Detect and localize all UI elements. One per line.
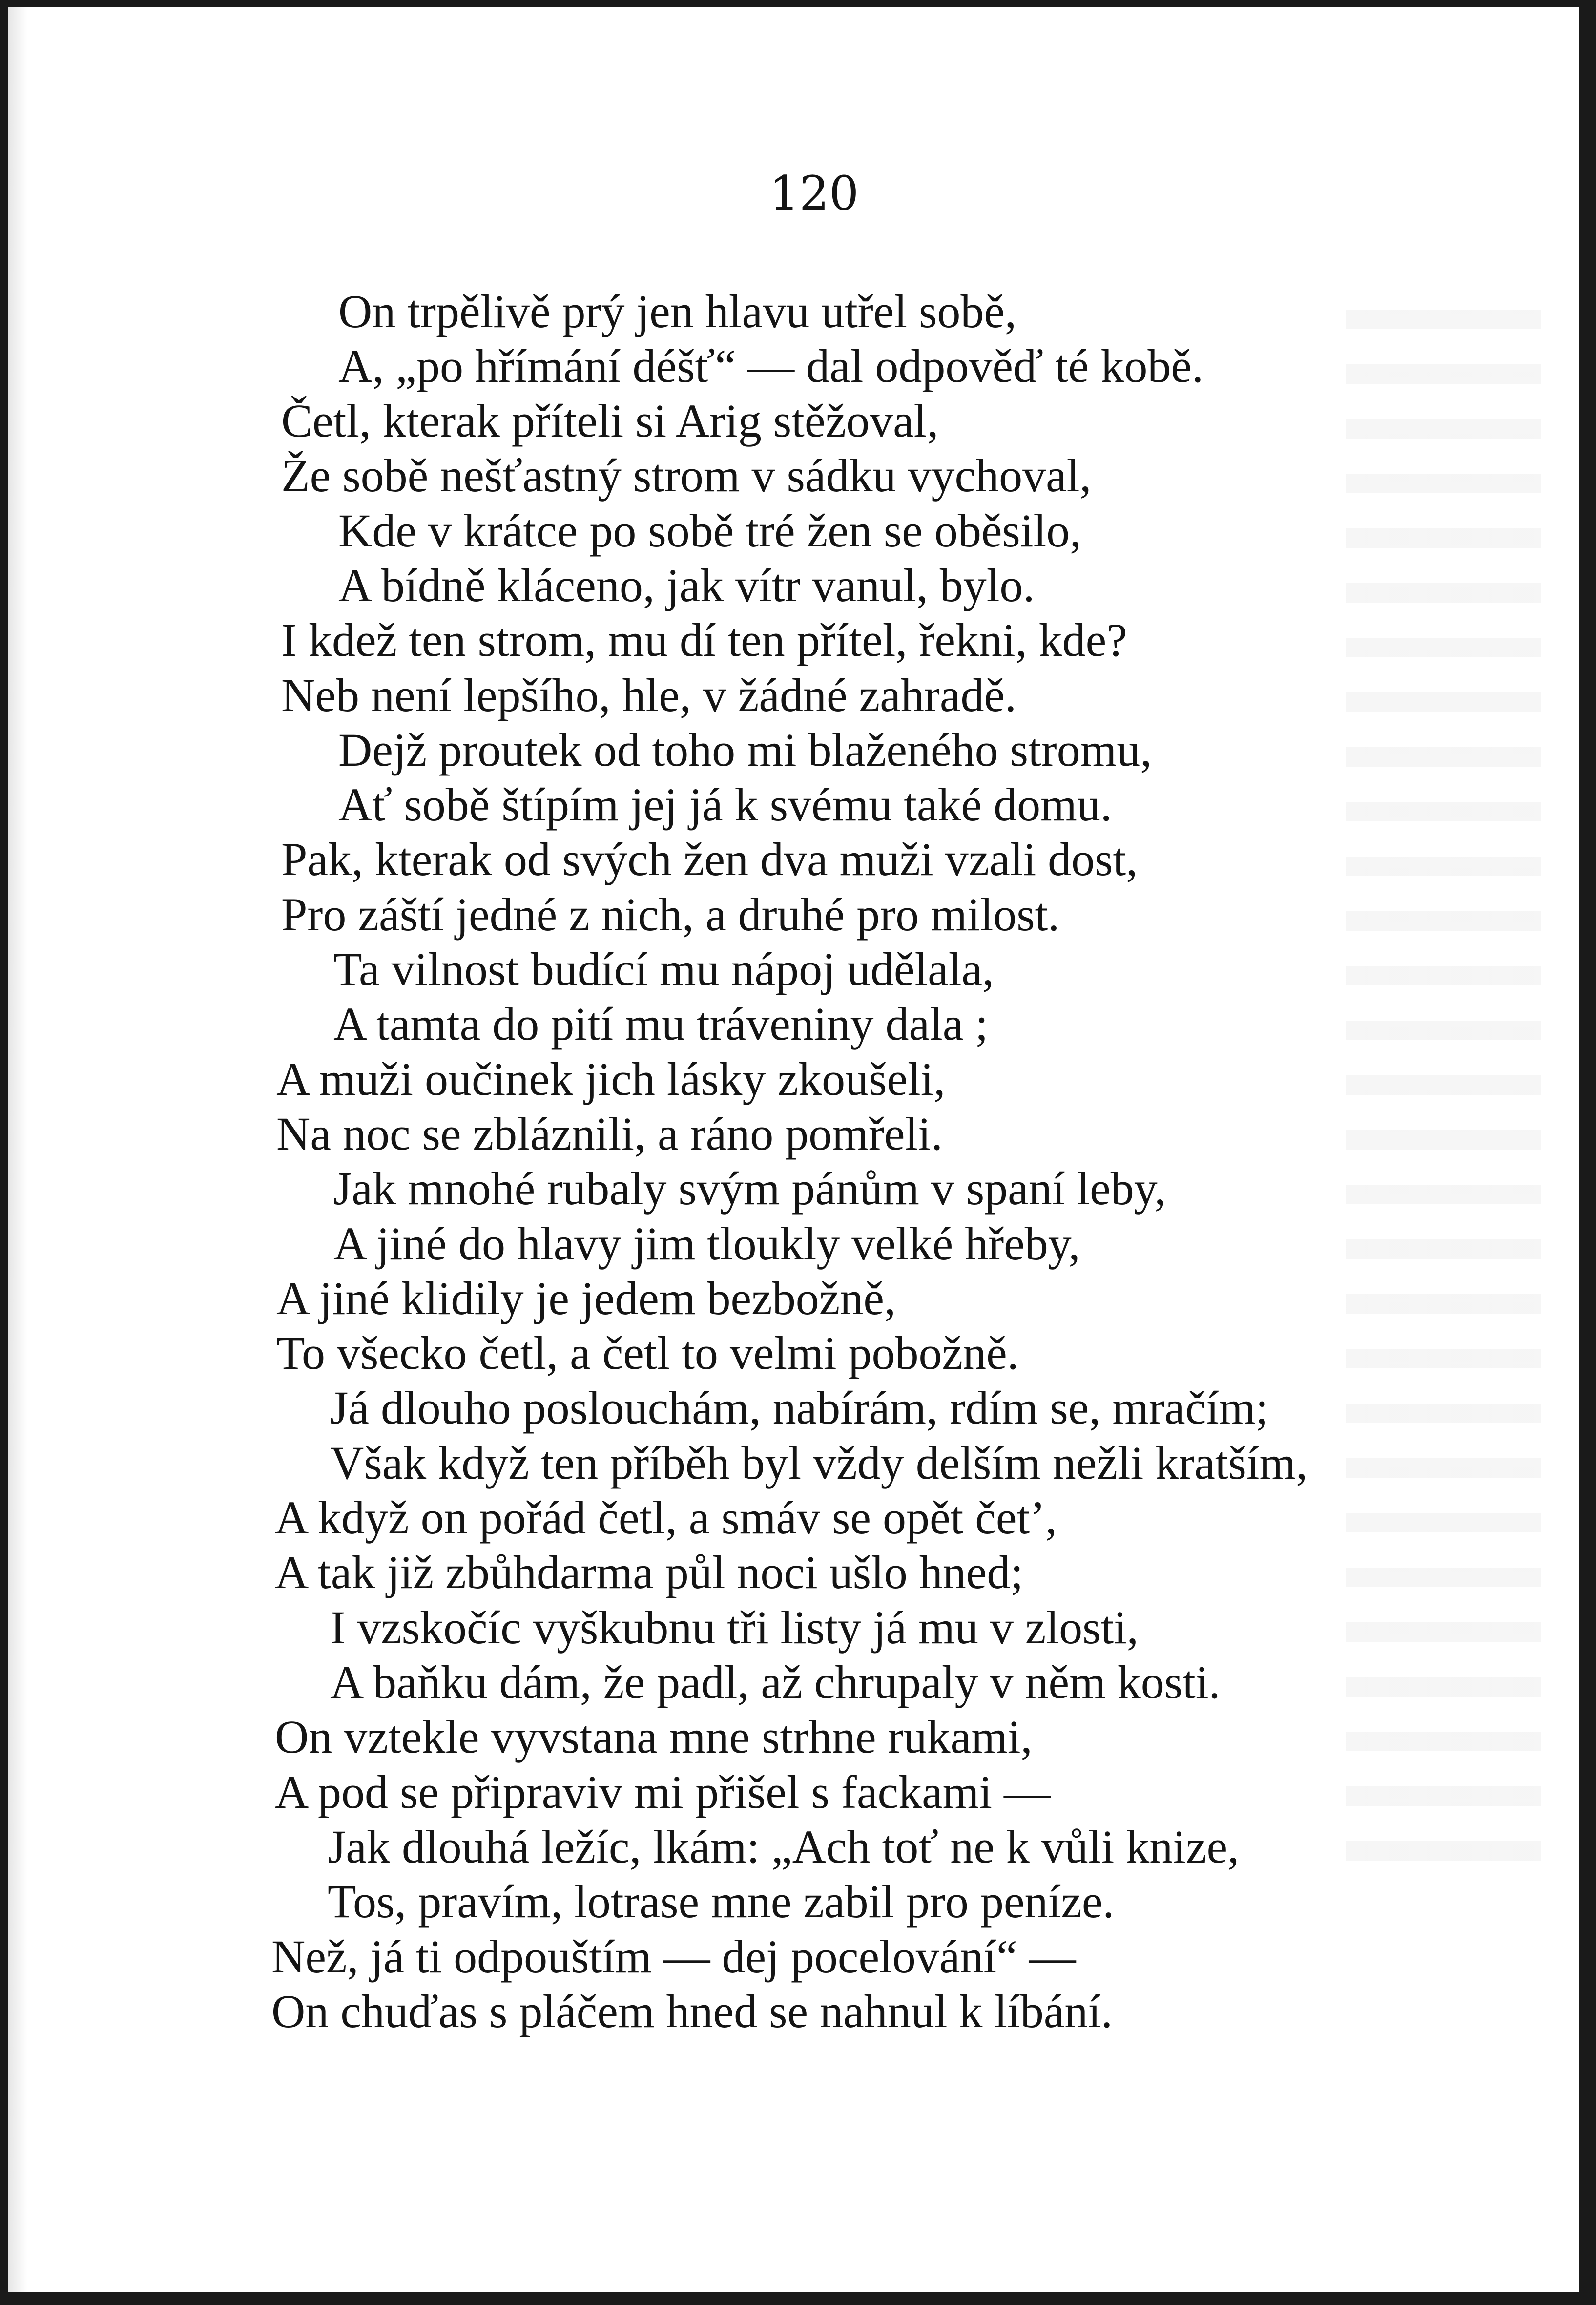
verse-line: A když on pořád četl, a smáv se opět čet’, [275, 1491, 1057, 1544]
verse-line: A pod se připraviv mi přišel s fackami — [275, 1766, 1051, 1818]
verse-line: Jak dlouhá ležíc, lkám: „Ach toť ne k vůli knize, [328, 1821, 1240, 1873]
verse-line: On chuďas s pláčem hned se nahnul k líbání. [271, 1985, 1113, 2037]
verse-line: Pro záští jedné z nich, a druhé pro milost. [281, 888, 1060, 941]
binding-shadow [8, 7, 27, 2292]
verse-line: Ta vilnost budící mu nápoj udělala, [333, 943, 994, 995]
verse-line: A baňku dám, že padl, až chrupaly v něm kosti. [330, 1656, 1221, 1708]
verse-line: Jak mnohé rubaly svým pánům v spaní leby, [333, 1162, 1166, 1215]
verse-line: Ať sobě štípím jej já k svému také domu. [338, 778, 1112, 831]
book-page [8, 7, 1579, 2292]
bleed-through-text [1346, 280, 1541, 1892]
verse-line: A jiné do hlavy jim tloukly velké hřeby, [333, 1217, 1080, 1270]
verse-line: Neb není lepšího, hle, v žádné zahradě. [281, 669, 1017, 721]
verse-line: Na noc se zbláznili, a ráno pomřeli. [276, 1108, 943, 1160]
verse-line: A bídně kláceno, jak vítr vanul, bylo. [338, 559, 1035, 611]
verse-line: A tak již zbůhdarma půl noci ušlo hned; [275, 1546, 1023, 1598]
verse-line: A jiné klidily je jedem bezbožně, [276, 1272, 896, 1324]
verse-line: I kdež ten strom, mu dí ten přítel, řekni, kde? [281, 614, 1127, 666]
page-number: 120 [769, 166, 859, 221]
verse-line: A, „po hřímání déšť“ — dal odpověď té kobě. [338, 340, 1203, 392]
verse-line: Já dlouho poslouchám, nabírám, rdím se, mračím; [330, 1382, 1269, 1434]
verse-line: Že sobě nešťastný strom v sádku vychoval, [281, 449, 1092, 502]
verse-line: On trpělivě prý jen hlavu utřel sobě, [338, 285, 1016, 337]
verse-line: A muži oučinek jich lásky zkoušeli, [276, 1053, 946, 1105]
verse-line: To všecko četl, a četl to velmi pobožně. [276, 1327, 1019, 1379]
verse-line: A tamta do pití mu tráveniny dala ; [333, 998, 989, 1050]
verse-line: On vztekle vyvstana mne strhne rukami, [275, 1711, 1033, 1763]
verse-line: Pak, kterak od svých žen dva muži vzali dost, [281, 833, 1138, 885]
verse-line: Četl, kterak příteli si Arig stěžoval, [281, 395, 939, 447]
verse-line: I vzskočíc vyškubnu tři listy já mu v zlosti, [330, 1601, 1139, 1654]
verse-line: Dejž proutek od toho mi blaženého stromu, [338, 724, 1152, 776]
verse-line: Než, já ti odpouštím — dej pocelování“ — [271, 1930, 1076, 1983]
verse-line: Však když ten příběh byl vždy delším nežli kratším, [330, 1437, 1308, 1489]
verse-line: Kde v krátce po sobě tré žen se oběsilo, [338, 504, 1082, 557]
verse-line: Tos, pravím, lotrase mne zabil pro peníze. [328, 1875, 1115, 1928]
